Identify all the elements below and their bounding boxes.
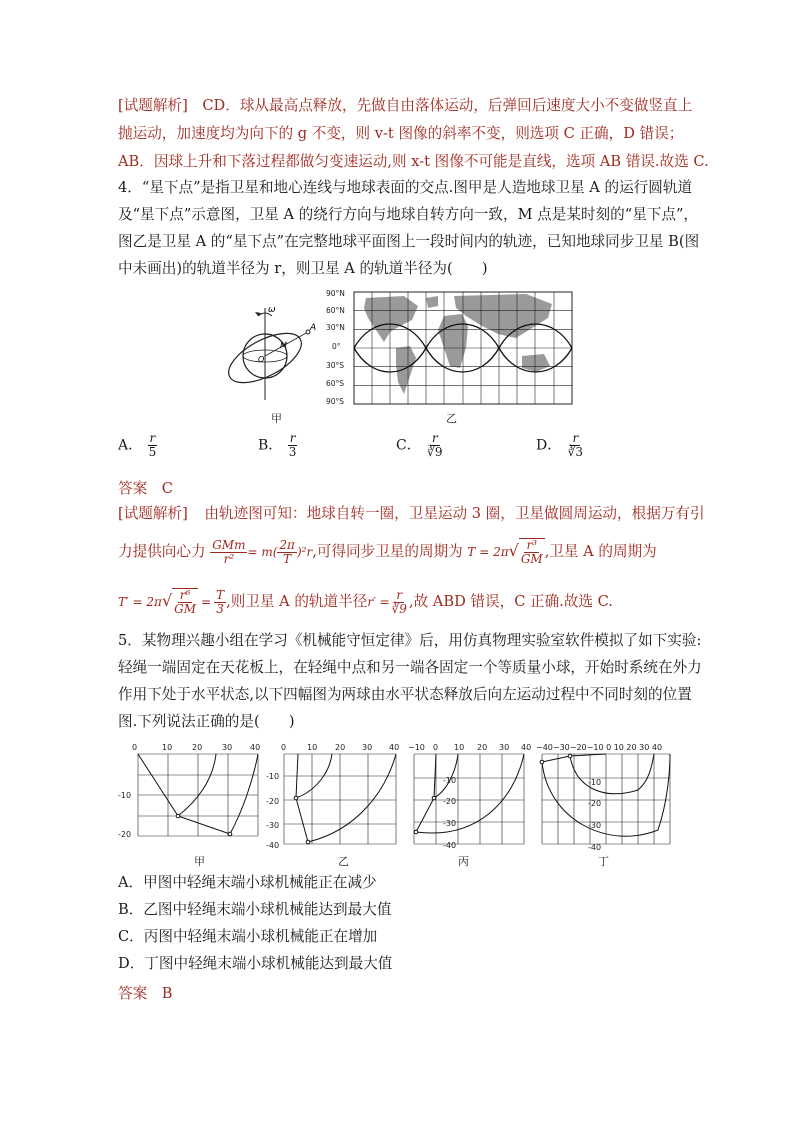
analysis3-line1: [试题解析] CD．球从最高点释放，先做自由落体运动，后弹回后速度大小不变做竖直上: [118, 97, 693, 114]
eq-num: r: [396, 587, 403, 602]
q4-option-b[interactable]: [258, 432, 298, 459]
option-num: r: [149, 431, 156, 445]
tick-label: 30: [222, 743, 233, 752]
position-plots: [118, 740, 678, 865]
tick-label: 30: [499, 743, 510, 752]
eq-num: r³: [526, 538, 538, 552]
eq-text: r′ =: [367, 595, 390, 609]
option-den: 3: [288, 445, 297, 459]
plot-jia: [118, 743, 260, 839]
plot-bing: [408, 743, 531, 850]
q5-option-b[interactable]: B．乙图中轻绳末端小球机械能达到最大值: [118, 901, 392, 918]
option-num: r: [431, 431, 438, 445]
q4-option-a[interactable]: [118, 432, 158, 459]
option-letter: D．: [536, 437, 562, 454]
q4-line3: 图乙是卫星 A 的“星下点”在完整地球平面图上一段时间内的轨迹，已知地球同步卫星 B(图: [118, 233, 700, 250]
eq-den: GM: [520, 552, 543, 566]
option-num: r: [572, 431, 579, 445]
lat-label: 0°: [332, 342, 341, 351]
q4-analysis-line3: T′ = 2π√ $\frac{\text{r⁶}}{GM}$ = $\frac{T}{3}$ ,则卫星 A 的轨道半径r′ = $\frac{r}{∛9}$ ,故 ABD 错误，C 正确.故选 C.: [118, 587, 613, 616]
tick-label: 30: [362, 743, 373, 752]
plot-ding: [536, 743, 670, 852]
tick-label: 0: [433, 743, 439, 752]
option-letter: C．: [396, 437, 421, 454]
q4-line1: 4．“星下点”是指卫星和地心连线与地球表面的交点.图甲是人造地球卫星 A 的运行圆轨道: [118, 179, 693, 196]
tick-label: 10: [307, 743, 318, 752]
q5-option-d[interactable]: D．丁图中轻绳末端小球机械能达到最大值: [118, 955, 393, 972]
option-den: ∛9: [427, 445, 443, 459]
tick-label: -40: [443, 841, 457, 850]
tick-label: -10: [118, 791, 132, 800]
fig-left-caption: 甲: [271, 412, 282, 425]
tick-label: -10: [266, 772, 280, 781]
tick-label: 10: [162, 743, 173, 752]
tick-label: -30: [588, 821, 602, 830]
lat-label: 60°N: [326, 306, 345, 315]
fig-right-caption: 乙: [446, 412, 457, 425]
eq-text: T = 2π: [467, 545, 509, 559]
plot-yi: [266, 743, 399, 850]
q4-analysis-label: [试题解析]: [118, 505, 188, 522]
tick-label: -10: [443, 776, 457, 785]
tick-label: -40: [266, 841, 280, 850]
lat-label: 30°S: [326, 361, 345, 370]
lat-label: 60°S: [326, 379, 345, 388]
analysis-text: ,卫星 A 的周期为: [544, 543, 657, 560]
q5-line2: 轻绳一端固定在天花板上，在轻绳中点和另一端各固定一个等质量小球，开始时系统在外力: [118, 659, 702, 676]
tick-label: 40: [521, 743, 532, 752]
tick-label: 40: [389, 743, 400, 752]
eq-den: 3: [216, 601, 224, 616]
tick-label: -20: [443, 797, 457, 806]
lat-label: 90°N: [326, 289, 345, 298]
q5-option-a[interactable]: A．甲图中轻绳末端小球机械能正在减少: [118, 874, 377, 891]
tick-label: 20: [477, 743, 488, 752]
tick-label: 20: [335, 743, 346, 752]
eq-text: )²r: [296, 545, 313, 559]
tick-label: -10: [588, 778, 602, 787]
eq-den: ∛9: [391, 601, 407, 616]
eq-num: T: [216, 587, 225, 602]
tick-label: -20: [266, 797, 280, 806]
option-num: r: [289, 431, 296, 445]
tick-label: 0: [281, 743, 287, 752]
lat-label: 30°N: [326, 323, 345, 332]
tick-label: −40−30−20−10 0 10 20 30 40: [536, 743, 663, 752]
analysis-text: 力提供向心力: [118, 543, 206, 560]
lat-label: 90°S: [326, 397, 345, 406]
eq-text: = m(: [247, 545, 278, 559]
q5-option-c[interactable]: C．丙图中轻绳末端小球机械能正在增加: [118, 928, 378, 945]
q4-option-c[interactable]: [396, 432, 444, 459]
plot-caption: 乙: [338, 855, 349, 868]
q5-line1: 5．某物理兴趣小组在学习《机械能守恒定律》后，用仿真物理实验室软件模拟了如下实验:: [118, 632, 702, 649]
tick-label: -30: [443, 819, 457, 828]
tick-label: -20: [118, 830, 132, 839]
globe-figure: [228, 300, 328, 410]
tick-label: -40: [588, 843, 602, 852]
analysis-text: ,则卫星 A 的轨道半径: [226, 593, 368, 610]
tick-label: −10: [408, 743, 425, 752]
q4-analysis-line2: 力提供向心力 $\frac{\text{GMm}}{\text{r²}}$ = m( $\frac{2\pi}{T}$ )²r,可得同步卫星的周期为 T = 2π√ $\frac{\text{r³}}{GM}$ ,卫星 A 的周期为: [118, 537, 657, 566]
plot-caption: 甲: [194, 855, 205, 868]
analysis3-line3: AB．因球上升和下落过程都做匀变速运动,则 x-t 图像不可能是直线，选项 AB 错误.故选 C.: [118, 153, 709, 170]
eq-text: T′ = 2π: [118, 595, 162, 609]
analysis3-line2: 抛运动，加速度均为向下的 g 不变，则 v-t 图像的斜率不变，则选项 C 正确，D 错误；: [118, 125, 684, 142]
eq-num: r⁶: [179, 588, 191, 602]
q4-option-d[interactable]: [536, 432, 585, 459]
q4-analysis-line1: 由轨迹图可知：地球自转一圈，卫星运动 3 圈，卫星做圆周运动，根据万有引: [204, 505, 705, 522]
plot-caption: 丙: [458, 855, 469, 868]
tick-label: 0: [132, 743, 138, 752]
O-label: O: [258, 355, 265, 364]
eq-text: =: [201, 595, 212, 609]
eq-num: 2π: [279, 537, 295, 552]
q4-line4: 中未画出)的轨道半径为 r，则卫星 A 的轨道半径为( ): [118, 260, 488, 277]
q4-line2: 及“星下点”示意图，卫星 A 的绕行方向与地球自转方向一致，M 点是某时刻的“星下点”，: [118, 206, 699, 223]
tick-label: 20: [192, 743, 203, 752]
ground-track-map: [326, 286, 576, 410]
analysis-text: ,可得同步卫星的周期为: [312, 543, 463, 560]
q5-line3: 作用下处于水平状态,以下四幅图为两球由水平状态释放后向左运动过程中不同时刻的位置: [118, 686, 692, 703]
omega-label: ω: [268, 305, 276, 315]
q5-line4: 图.下列说法正确的是( ): [118, 713, 295, 730]
plot-caption: 丁: [598, 855, 609, 868]
tick-label: -30: [266, 821, 280, 830]
option-den: 5: [148, 445, 157, 459]
eq-den: r²: [223, 551, 235, 566]
option-den: ∛3: [567, 445, 583, 459]
q5-answer: 答案 B: [118, 985, 173, 1002]
eq-num: GMm: [212, 537, 246, 552]
analysis-text: ,故 ABD 错误，C 正确.故选 C.: [408, 593, 613, 610]
q4-answer: 答案 C: [118, 480, 173, 497]
option-letter: A．: [118, 437, 143, 454]
A-label: A: [310, 323, 317, 333]
M-label: M: [280, 341, 287, 350]
eq-den: T: [283, 551, 292, 566]
option-letter: B．: [258, 437, 283, 454]
eq-den: GM: [174, 602, 197, 616]
tick-label: 10: [454, 743, 465, 752]
tick-label: 40: [250, 743, 261, 752]
tick-label: -20: [588, 799, 602, 808]
